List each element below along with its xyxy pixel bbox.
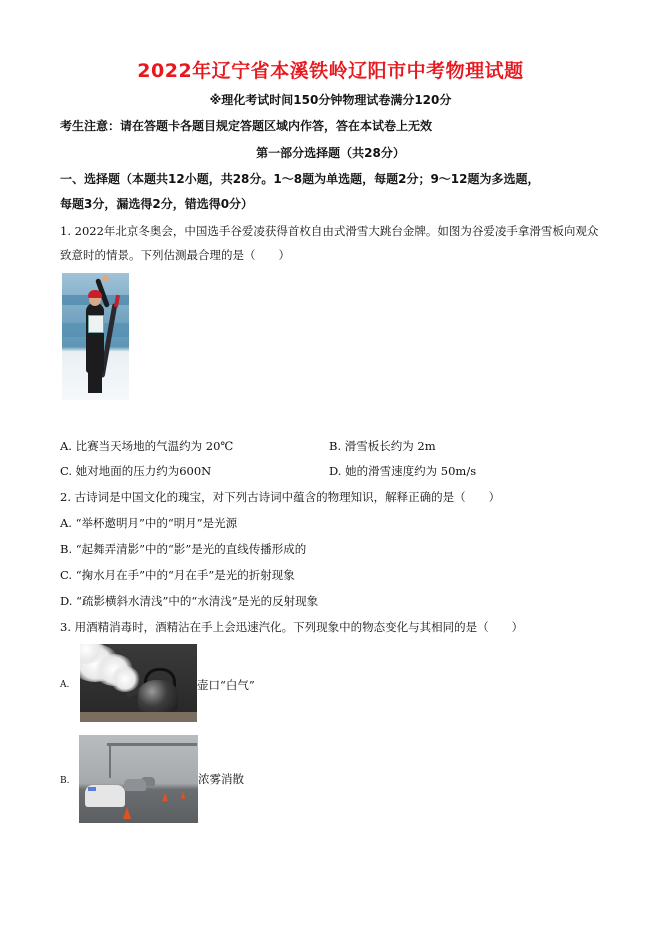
q2-option-c: C. “掬水月在手”中的“月在手”是光的折射现象 bbox=[60, 568, 295, 582]
exam-notice: 考生注意：请在答题卡各题目规定答题区域内作答，答在本试卷上无效 bbox=[60, 119, 433, 133]
part-title: 第一部分选择题（共28分） bbox=[256, 146, 405, 160]
q2-option-d: D. “疏影横斜水清浅”中的“水清浅”是光的反射现象 bbox=[60, 594, 319, 608]
q1-option-a: A. 比赛当天场地的气温约为 20℃ bbox=[60, 439, 234, 453]
q2-stem: 2. 古诗词是中国文化的瑰宝，对下列古诗词中蕴含的物理知识，解释正确的是（ ） bbox=[60, 490, 501, 504]
skier-photo bbox=[62, 273, 129, 400]
q3-option-a-label: A. bbox=[60, 680, 70, 690]
q1-stem-line-1: 1. 2022年北京冬奥会，中国选手谷爱凌获得首枚自由式滑雪大跳台金牌。如图为谷爱凌手拿滑雪板向观众 bbox=[60, 224, 599, 238]
q3-option-b-label: B. bbox=[60, 776, 70, 786]
q1-option-b: B. 滑雪板长约为 2m bbox=[329, 439, 436, 453]
section-intro-line-1: 一、选择题（本题共12小题，共28分。1～8题为单选题，每题2分；9～12题为多选题， bbox=[60, 172, 540, 186]
q3-option-a-text: 壶口“白气” bbox=[197, 678, 255, 692]
q1-option-c: C. 她对地面的压力约为600N bbox=[60, 464, 212, 478]
q3-option-b-text: 浓雾消散 bbox=[198, 772, 244, 786]
q2-option-b: B. “起舞弄清影”中的“影”是光的直线传播形成的 bbox=[60, 542, 307, 556]
q1-stem-line-2: 致意时的情景。下列估测最合理的是（ ） bbox=[60, 248, 290, 262]
q2-option-a: A. “举杯邀明月”中的“明月”是光源 bbox=[60, 516, 238, 530]
kettle-steam-photo bbox=[80, 644, 197, 722]
exam-subtitle: ※理化考试时间150分钟物理试卷满分120分 bbox=[209, 93, 452, 107]
q3-stem: 3. 用酒精消毒时，酒精沾在手上会迅速汽化。下列现象中的物态变化与其相同的是（ ） bbox=[60, 620, 524, 634]
fog-road-photo bbox=[79, 735, 198, 823]
exam-title: 2022年辽宁省本溪铁岭辽阳市中考物理试题 bbox=[137, 60, 524, 82]
section-intro-line-2: 每题3分，漏选得2分，错选得0分） bbox=[60, 197, 254, 211]
q1-option-d: D. 她的滑雪速度约为 50m/s bbox=[329, 464, 477, 478]
